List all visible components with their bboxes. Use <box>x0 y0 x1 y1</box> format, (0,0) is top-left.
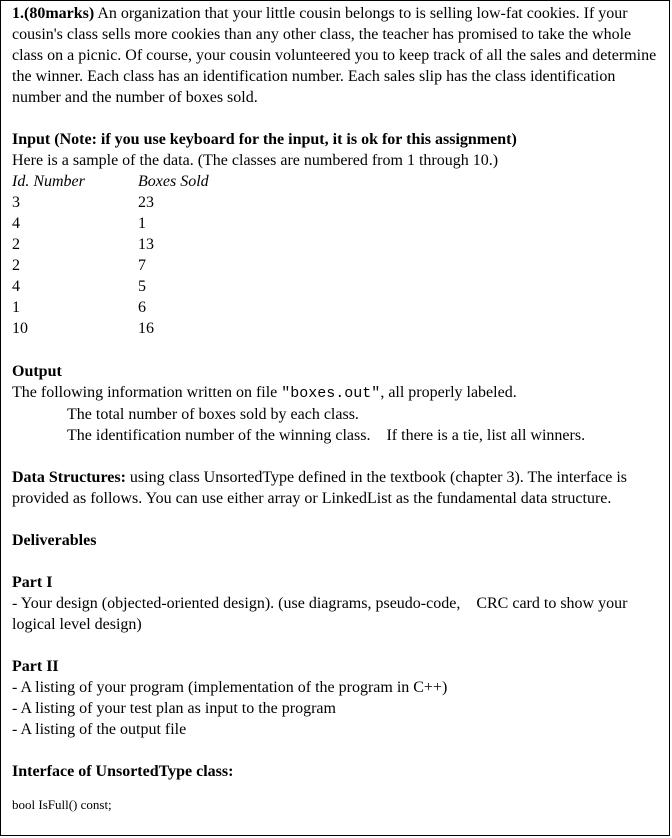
output-filename: "boxes.out" <box>281 385 381 402</box>
input-heading: Input (Note: if you use keyboard for the input, it is ok for this assignment) <box>12 131 517 148</box>
cell-boxes: 1 <box>138 215 146 232</box>
cell-id: 4 <box>12 278 20 295</box>
cell-boxes: 7 <box>138 257 146 274</box>
cell-id: 4 <box>12 215 20 232</box>
table-row <box>12 276 662 297</box>
column-header-id: Id. Number <box>12 173 85 190</box>
cell-id: 1 <box>12 299 20 316</box>
output-desc-post: , all properly labeled. <box>380 384 517 401</box>
spacer <box>12 446 662 467</box>
output-item-winner: The identification number of the winning class. If there is a tie, list all winners. <box>67 427 586 444</box>
spacer <box>12 740 662 761</box>
cell-id: 2 <box>12 236 20 253</box>
table-row <box>12 213 662 234</box>
cell-boxes: 13 <box>138 236 154 253</box>
cell-id: 3 <box>12 194 20 211</box>
question-text: An organization that your little cousin belongs to is selling low-fat cookies. If your cousin's class sells more cookies than any other class, the teacher has promised to take the whole class on a picnic. Of course, your cousin volunteered you to keep track of all the sales and determine the winner. Each class has an identification number. Each sales slip has the class identification number and the number of boxes sold. <box>12 5 657 106</box>
deliverables-heading: Deliverables <box>12 532 97 549</box>
cell-id: 2 <box>12 257 20 274</box>
table-row <box>12 255 662 276</box>
cell-boxes: 16 <box>138 320 154 337</box>
sample-data-table <box>12 171 662 339</box>
part1-text: - Your design (objected-oriented design). (use diagrams, pseudo-code, CRC card to show your logical level design) <box>12 595 632 633</box>
part2-item: - A listing of the output file <box>12 721 187 738</box>
column-header-boxes: Boxes Sold <box>138 173 209 190</box>
question-label: 1.(80marks) <box>12 5 95 22</box>
table-row <box>12 234 662 255</box>
output-item-totals: The total number of boxes sold by each class. <box>67 406 359 423</box>
output-desc-pre: The following information written on file <box>12 384 282 401</box>
cell-id: 10 <box>12 320 28 337</box>
part2-heading: Part II <box>12 658 59 675</box>
data-structures-paragraph <box>12 467 662 509</box>
cell-boxes: 23 <box>138 194 154 211</box>
table-row <box>12 318 662 339</box>
data-structures-heading: Data Structures: <box>12 469 126 486</box>
part1-heading: Part I <box>12 574 53 591</box>
data-structures-text: using class UnsortedType defined in the textbook (chapter 3). The interface is provided as follows. You can use either array or LinkedList as the fundamental data structure. <box>12 469 627 507</box>
input-description: Here is a sample of the data. (The classes are numbered from 1 through 10.) <box>12 152 499 169</box>
spacer <box>12 782 662 796</box>
output-heading: Output <box>12 363 62 380</box>
document-content <box>12 3 662 814</box>
table-header-row <box>12 171 662 192</box>
spacer <box>12 551 662 572</box>
table-row <box>12 297 662 318</box>
part2-item: - A listing of your program (implementation of the program in C++) <box>12 679 448 696</box>
part2-item: - A listing of your test plan as input to the program <box>12 700 336 717</box>
table-row <box>12 192 662 213</box>
spacer <box>12 339 662 360</box>
interface-code-line: bool IsFull() const; <box>12 797 112 812</box>
cell-boxes: 5 <box>138 278 146 295</box>
interface-heading: Interface of UnsortedType class: <box>12 763 234 780</box>
output-description <box>12 382 662 404</box>
cell-boxes: 6 <box>138 299 146 316</box>
question-intro <box>12 3 662 108</box>
spacer <box>12 635 662 656</box>
spacer <box>12 509 662 530</box>
spacer <box>12 108 662 129</box>
